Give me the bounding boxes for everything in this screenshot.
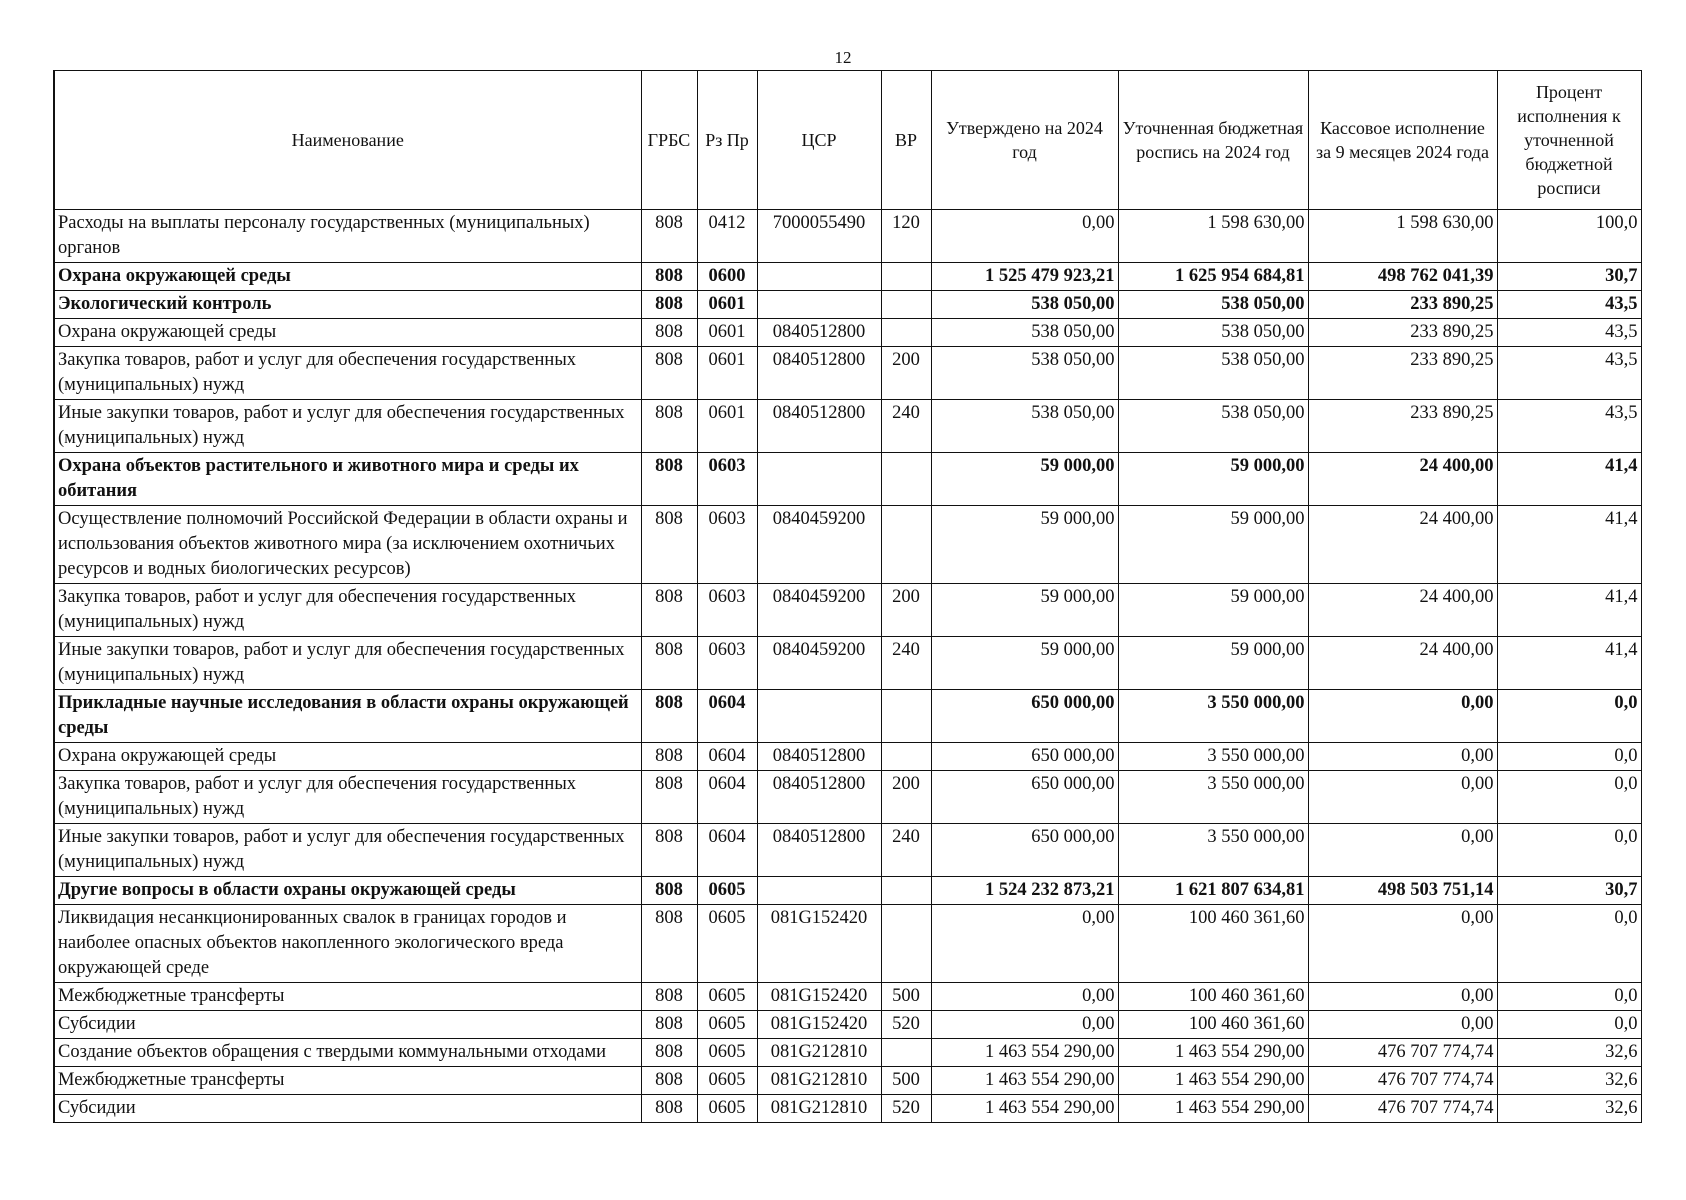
cell-csr: 081G152420 (757, 1011, 881, 1039)
cell-name: Охрана окружающей среды (54, 319, 641, 347)
cell-grbs: 808 (641, 506, 697, 584)
header-csr: ЦСР (757, 71, 881, 210)
cell-cash: 476 707 774,74 (1308, 1039, 1497, 1067)
cell-vr (881, 319, 931, 347)
cell-csr: 081G152420 (757, 983, 881, 1011)
cell-percent: 0,0 (1497, 983, 1641, 1011)
cell-csr: 7000055490 (757, 210, 881, 263)
cell-cash: 233 890,25 (1308, 400, 1497, 453)
table-row (54, 506, 1641, 584)
cell-percent: 32,6 (1497, 1039, 1641, 1067)
cell-vr (881, 453, 931, 506)
cell-cash: 233 890,25 (1308, 319, 1497, 347)
header-vr: ВР (881, 71, 931, 210)
table-header (54, 71, 1641, 210)
cell-rzpr: 0605 (697, 905, 757, 983)
cell-percent: 0,0 (1497, 743, 1641, 771)
cell-approved: 650 000,00 (931, 743, 1118, 771)
cell-name: Осуществление полномочий Российской Федерации в области охраны и использования объектов животного мира (за исключением охотничьих ресурсов и водных биологических ресурсов) (54, 506, 641, 584)
header-cash: Кассовое исполнение за 9 месяцев 2024 года (1308, 71, 1497, 210)
cell-name: Иные закупки товаров, работ и услуг для обеспечения государственных (муниципальных) нужд (54, 637, 641, 690)
cell-percent: 30,7 (1497, 263, 1641, 291)
cell-csr: 0840512800 (757, 824, 881, 877)
cell-refined: 538 050,00 (1118, 291, 1308, 319)
cell-grbs: 808 (641, 263, 697, 291)
cell-rzpr: 0412 (697, 210, 757, 263)
cell-approved: 0,00 (931, 1011, 1118, 1039)
cell-refined: 100 460 361,60 (1118, 905, 1308, 983)
cell-grbs: 808 (641, 210, 697, 263)
cell-grbs: 808 (641, 347, 697, 400)
cell-csr: 081G212810 (757, 1039, 881, 1067)
cell-refined: 100 460 361,60 (1118, 1011, 1308, 1039)
table-row (54, 1095, 1641, 1123)
cell-name: Создание объектов обращения с твердыми коммунальными отходами (54, 1039, 641, 1067)
cell-vr (881, 905, 931, 983)
cell-rzpr: 0600 (697, 263, 757, 291)
cell-rzpr: 0605 (697, 983, 757, 1011)
cell-rzpr: 0605 (697, 1039, 757, 1067)
cell-grbs: 808 (641, 771, 697, 824)
cell-csr: 081G212810 (757, 1067, 881, 1095)
cell-cash: 233 890,25 (1308, 291, 1497, 319)
cell-refined: 3 550 000,00 (1118, 690, 1308, 743)
cell-name: Ликвидация несанкционированных свалок в границах городов и наиболее опасных объектов накопленного экологического вреда окружающей среде (54, 905, 641, 983)
cell-csr: 0840512800 (757, 743, 881, 771)
cell-name: Межбюджетные трансферты (54, 983, 641, 1011)
table-body (54, 210, 1641, 1123)
cell-vr: 240 (881, 824, 931, 877)
cell-cash: 24 400,00 (1308, 506, 1497, 584)
cell-percent: 41,4 (1497, 506, 1641, 584)
cell-vr (881, 506, 931, 584)
cell-rzpr: 0603 (697, 637, 757, 690)
cell-vr (881, 291, 931, 319)
cell-approved: 650 000,00 (931, 771, 1118, 824)
cell-cash: 0,00 (1308, 905, 1497, 983)
table-row (54, 291, 1641, 319)
cell-vr (881, 877, 931, 905)
cell-name: Закупка товаров, работ и услуг для обеспечения государственных (муниципальных) нужд (54, 771, 641, 824)
cell-vr: 500 (881, 983, 931, 1011)
table-row (54, 319, 1641, 347)
cell-grbs: 808 (641, 824, 697, 877)
header-refined: Уточненная бюджетная роспись на 2024 год (1118, 71, 1308, 210)
budget-table (53, 70, 1642, 1123)
cell-cash: 0,00 (1308, 690, 1497, 743)
cell-refined: 59 000,00 (1118, 584, 1308, 637)
table-row (54, 824, 1641, 877)
cell-percent: 0,0 (1497, 771, 1641, 824)
cell-cash: 24 400,00 (1308, 453, 1497, 506)
cell-refined: 538 050,00 (1118, 400, 1308, 453)
cell-approved: 1 463 554 290,00 (931, 1095, 1118, 1123)
cell-refined: 1 598 630,00 (1118, 210, 1308, 263)
cell-grbs: 808 (641, 453, 697, 506)
header-name: Наименование (54, 71, 641, 210)
cell-name: Экологический контроль (54, 291, 641, 319)
cell-name: Иные закупки товаров, работ и услуг для обеспечения государственных (муниципальных) нужд (54, 400, 641, 453)
cell-grbs: 808 (641, 1039, 697, 1067)
cell-csr: 0840459200 (757, 506, 881, 584)
cell-vr (881, 743, 931, 771)
cell-percent: 41,4 (1497, 637, 1641, 690)
table-row (54, 743, 1641, 771)
cell-approved: 0,00 (931, 905, 1118, 983)
cell-percent: 43,5 (1497, 347, 1641, 400)
cell-approved: 59 000,00 (931, 637, 1118, 690)
cell-rzpr: 0605 (697, 1095, 757, 1123)
cell-approved: 1 524 232 873,21 (931, 877, 1118, 905)
cell-approved: 1 463 554 290,00 (931, 1039, 1118, 1067)
cell-cash: 476 707 774,74 (1308, 1067, 1497, 1095)
cell-cash: 0,00 (1308, 824, 1497, 877)
cell-percent: 32,6 (1497, 1095, 1641, 1123)
cell-percent: 43,5 (1497, 291, 1641, 319)
cell-grbs: 808 (641, 1067, 697, 1095)
cell-grbs: 808 (641, 690, 697, 743)
cell-name: Охрана окружающей среды (54, 743, 641, 771)
cell-rzpr: 0601 (697, 291, 757, 319)
cell-refined: 59 000,00 (1118, 506, 1308, 584)
cell-percent: 43,5 (1497, 400, 1641, 453)
cell-refined: 3 550 000,00 (1118, 743, 1308, 771)
cell-rzpr: 0605 (697, 877, 757, 905)
cell-csr (757, 690, 881, 743)
cell-grbs: 808 (641, 983, 697, 1011)
cell-vr: 240 (881, 637, 931, 690)
cell-percent: 0,0 (1497, 824, 1641, 877)
cell-percent: 30,7 (1497, 877, 1641, 905)
cell-percent: 0,0 (1497, 1011, 1641, 1039)
table-row (54, 771, 1641, 824)
cell-refined: 538 050,00 (1118, 319, 1308, 347)
cell-name: Межбюджетные трансферты (54, 1067, 641, 1095)
cell-rzpr: 0604 (697, 771, 757, 824)
cell-refined: 1 621 807 634,81 (1118, 877, 1308, 905)
cell-csr: 0840512800 (757, 319, 881, 347)
cell-refined: 1 463 554 290,00 (1118, 1067, 1308, 1095)
table-row (54, 690, 1641, 743)
cell-name: Иные закупки товаров, работ и услуг для обеспечения государственных (муниципальных) нужд (54, 824, 641, 877)
cell-csr: 0840512800 (757, 400, 881, 453)
table-row (54, 453, 1641, 506)
cell-refined: 1 463 554 290,00 (1118, 1095, 1308, 1123)
cell-rzpr: 0605 (697, 1067, 757, 1095)
cell-rzpr: 0603 (697, 453, 757, 506)
header-grbs: ГРБС (641, 71, 697, 210)
cell-refined: 3 550 000,00 (1118, 771, 1308, 824)
cell-grbs: 808 (641, 877, 697, 905)
cell-csr (757, 291, 881, 319)
cell-vr: 200 (881, 771, 931, 824)
cell-grbs: 808 (641, 291, 697, 319)
table-row (54, 1011, 1641, 1039)
cell-rzpr: 0604 (697, 824, 757, 877)
cell-name: Субсидии (54, 1011, 641, 1039)
cell-name: Субсидии (54, 1095, 641, 1123)
cell-refined: 538 050,00 (1118, 347, 1308, 400)
cell-rzpr: 0604 (697, 690, 757, 743)
cell-rzpr: 0601 (697, 400, 757, 453)
table-row (54, 400, 1641, 453)
cell-rzpr: 0604 (697, 743, 757, 771)
cell-grbs: 808 (641, 584, 697, 637)
cell-approved: 59 000,00 (931, 584, 1118, 637)
cell-name: Расходы на выплаты персоналу государственных (муниципальных) органов (54, 210, 641, 263)
cell-percent: 41,4 (1497, 453, 1641, 506)
cell-vr: 520 (881, 1011, 931, 1039)
cell-csr: 081G212810 (757, 1095, 881, 1123)
cell-grbs: 808 (641, 1095, 697, 1123)
cell-approved: 538 050,00 (931, 291, 1118, 319)
cell-vr: 200 (881, 347, 931, 400)
cell-approved: 59 000,00 (931, 453, 1118, 506)
cell-csr: 0840459200 (757, 584, 881, 637)
cell-approved: 538 050,00 (931, 319, 1118, 347)
table-row (54, 584, 1641, 637)
cell-cash: 24 400,00 (1308, 584, 1497, 637)
cell-vr (881, 263, 931, 291)
cell-rzpr: 0601 (697, 347, 757, 400)
cell-csr (757, 453, 881, 506)
cell-percent: 41,4 (1497, 584, 1641, 637)
cell-approved: 650 000,00 (931, 824, 1118, 877)
cell-rzpr: 0603 (697, 506, 757, 584)
cell-grbs: 808 (641, 319, 697, 347)
cell-rzpr: 0605 (697, 1011, 757, 1039)
cell-percent: 0,0 (1497, 905, 1641, 983)
cell-cash: 24 400,00 (1308, 637, 1497, 690)
cell-refined: 1 625 954 684,81 (1118, 263, 1308, 291)
cell-refined: 100 460 361,60 (1118, 983, 1308, 1011)
cell-vr: 500 (881, 1067, 931, 1095)
cell-approved: 1 525 479 923,21 (931, 263, 1118, 291)
cell-percent: 43,5 (1497, 319, 1641, 347)
cell-vr (881, 1039, 931, 1067)
table-row (54, 263, 1641, 291)
cell-vr (881, 690, 931, 743)
cell-approved: 1 463 554 290,00 (931, 1067, 1118, 1095)
header-row (54, 71, 1641, 210)
cell-percent: 0,0 (1497, 690, 1641, 743)
table-row (54, 637, 1641, 690)
cell-rzpr: 0603 (697, 584, 757, 637)
cell-refined: 3 550 000,00 (1118, 824, 1308, 877)
table-row (54, 1067, 1641, 1095)
cell-csr: 0840459200 (757, 637, 881, 690)
cell-approved: 59 000,00 (931, 506, 1118, 584)
page-number: 12 (834, 48, 852, 67)
table-row (54, 347, 1641, 400)
cell-cash: 1 598 630,00 (1308, 210, 1497, 263)
cell-csr: 0840512800 (757, 347, 881, 400)
table-row (54, 210, 1641, 263)
cell-name: Другие вопросы в области охраны окружающей среды (54, 877, 641, 905)
cell-approved: 0,00 (931, 210, 1118, 263)
cell-grbs: 808 (641, 905, 697, 983)
cell-name: Закупка товаров, работ и услуг для обеспечения государственных (муниципальных) нужд (54, 347, 641, 400)
cell-refined: 1 463 554 290,00 (1118, 1039, 1308, 1067)
header-percent: Процент исполнения к уточненной бюджетной росписи (1497, 71, 1641, 210)
cell-percent: 32,6 (1497, 1067, 1641, 1095)
cell-csr (757, 263, 881, 291)
cell-approved: 0,00 (931, 983, 1118, 1011)
cell-csr (757, 877, 881, 905)
cell-approved: 538 050,00 (931, 400, 1118, 453)
cell-cash: 498 503 751,14 (1308, 877, 1497, 905)
cell-cash: 0,00 (1308, 771, 1497, 824)
table-row (54, 1039, 1641, 1067)
cell-cash: 476 707 774,74 (1308, 1095, 1497, 1123)
cell-vr: 240 (881, 400, 931, 453)
cell-cash: 0,00 (1308, 983, 1497, 1011)
cell-vr: 200 (881, 584, 931, 637)
cell-grbs: 808 (641, 400, 697, 453)
cell-grbs: 808 (641, 1011, 697, 1039)
cell-vr: 520 (881, 1095, 931, 1123)
cell-grbs: 808 (641, 637, 697, 690)
cell-name: Прикладные научные исследования в области охраны окружающей среды (54, 690, 641, 743)
header-approved: Утверждено на 2024 год (931, 71, 1118, 210)
cell-csr: 081G152420 (757, 905, 881, 983)
cell-name: Охрана объектов растительного и животного мира и среды их обитания (54, 453, 641, 506)
cell-grbs: 808 (641, 743, 697, 771)
cell-name: Закупка товаров, работ и услуг для обеспечения государственных (муниципальных) нужд (54, 584, 641, 637)
cell-vr: 120 (881, 210, 931, 263)
table-row (54, 877, 1641, 905)
cell-approved: 650 000,00 (931, 690, 1118, 743)
cell-rzpr: 0601 (697, 319, 757, 347)
cell-refined: 59 000,00 (1118, 453, 1308, 506)
cell-csr: 0840512800 (757, 771, 881, 824)
header-rzpr: Рз Пр (697, 71, 757, 210)
table-row (54, 905, 1641, 983)
cell-approved: 538 050,00 (931, 347, 1118, 400)
cell-cash: 233 890,25 (1308, 347, 1497, 400)
cell-percent: 100,0 (1497, 210, 1641, 263)
cell-refined: 59 000,00 (1118, 637, 1308, 690)
cell-name: Охрана окружающей среды (54, 263, 641, 291)
cell-cash: 0,00 (1308, 743, 1497, 771)
cell-cash: 498 762 041,39 (1308, 263, 1497, 291)
cell-cash: 0,00 (1308, 1011, 1497, 1039)
table-row (54, 983, 1641, 1011)
